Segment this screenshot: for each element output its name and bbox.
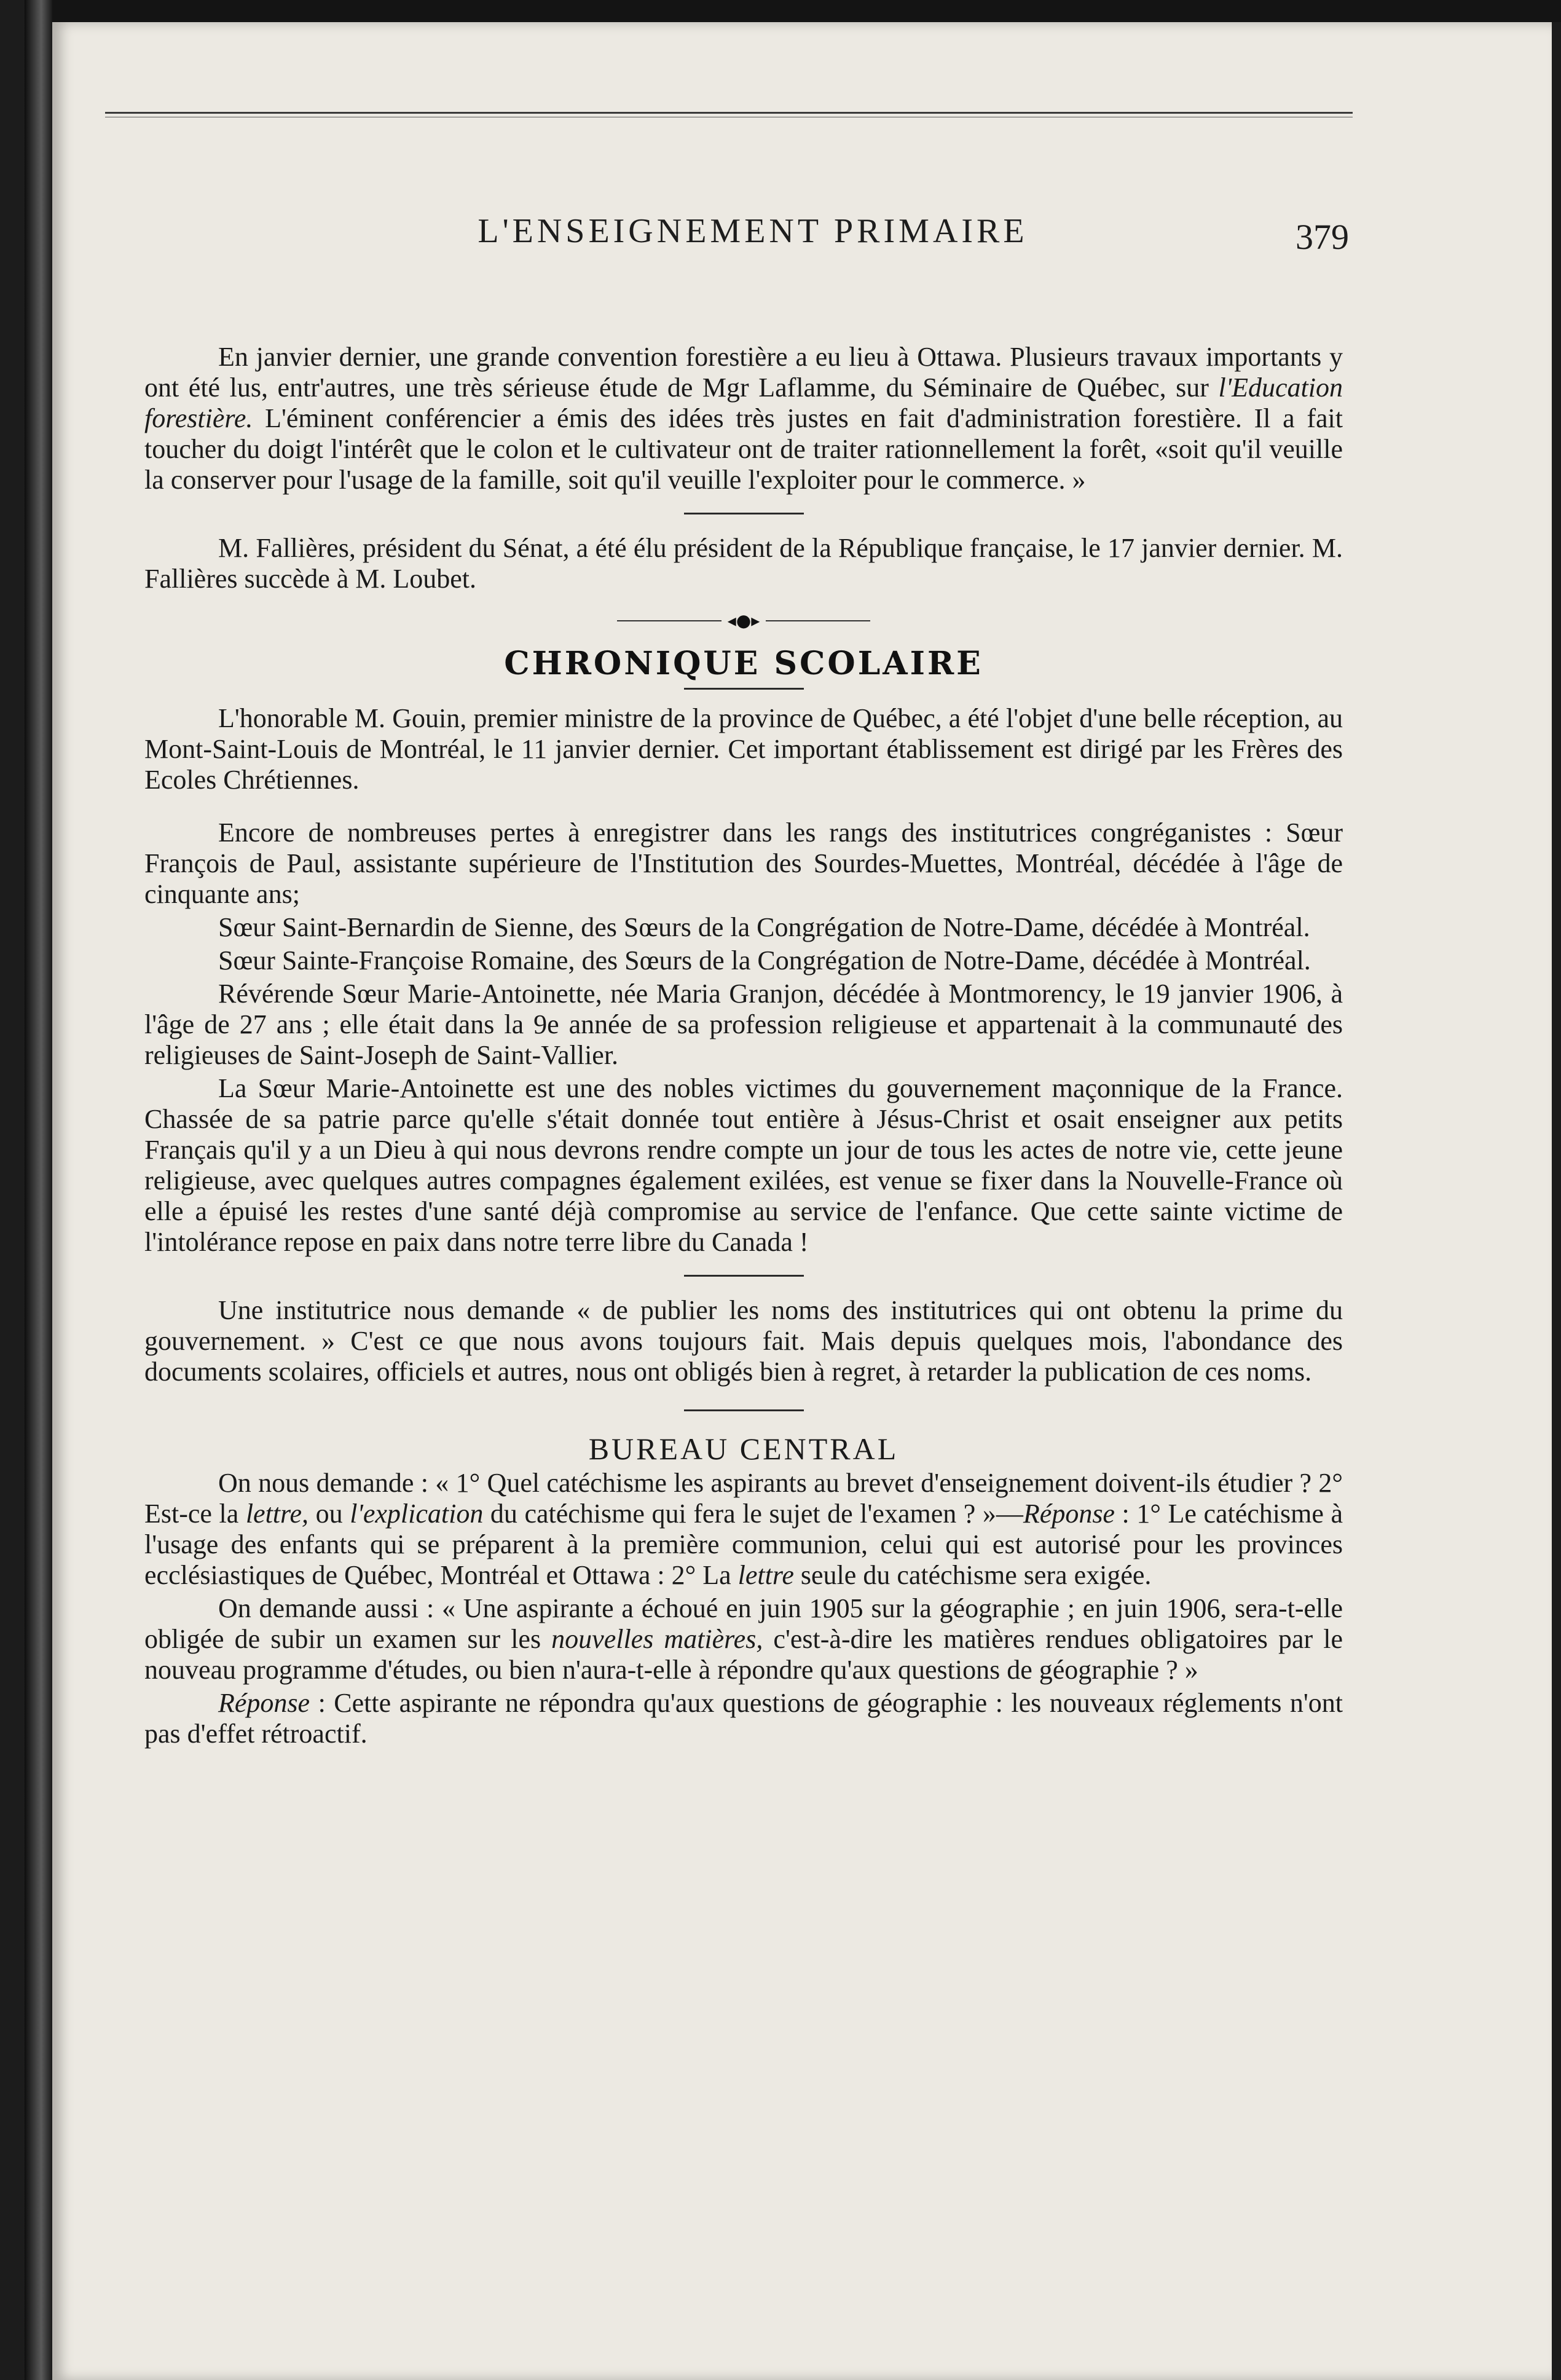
intro-paragraph-forestry	[144, 342, 1343, 495]
intro-paragraph-fallieres: M. Fallières, président du Sénat, a été élu président de la République française, le 17 janvier dernier. M. Fallières succède à M. Loubet.	[144, 533, 1343, 594]
text-run: seule du catéchisme sera exigée.	[793, 1560, 1152, 1590]
bureau-paragraph	[144, 1468, 1343, 1591]
italic-word: Réponse	[1023, 1499, 1115, 1529]
text-run: ou	[309, 1499, 350, 1529]
text-run: L'éminent conférencier a émis des idées très justes en fait d'administration forestière. Il a fait toucher du doigt l'intérêt que le colon et le cultivateur ont de traiter rationnellement la forêt, «soit qu'il veuille la conserver pour l'usage de la famille, soit qu'il veuille l'exploiter pour le commerce. »	[144, 403, 1343, 495]
page-content	[144, 342, 1343, 1760]
italic-word: lettre,	[245, 1499, 309, 1529]
italic-word: lettre	[737, 1560, 794, 1590]
section-ornament	[144, 605, 1343, 636]
ornament-line-left	[617, 620, 722, 621]
text-run: c'est-à-dire les matières rendues obligatoires par le nouveau programme d'études, ou bien n'aura-t-elle à répondre qu'aux questions de géographie ? »	[144, 1624, 1343, 1685]
bureau-paragraph	[144, 1688, 1343, 1749]
page-number: 379	[1296, 217, 1349, 257]
text-run: du catéchisme qui fera le sujet de l'examen ? »—	[483, 1499, 1023, 1529]
chronique-paragraph: Une institutrice nous demande « de publier les noms des institutrices qui ont obtenu la prime du gouvernement. » C'est ce que nous avons toujours fait. Mais depuis quelques mois, l'abondance des documents scolaires, officiels et autres, nous ont obligés bien à regret, à retarder la publication de ces noms.	[144, 1295, 1343, 1387]
text-run: : 1° Le catéchisme à l'usage des enfants qui se préparent à la première communion, celui qui est autorisé pour les provinces ecclésiastiques de Québec, Montréal et Ottawa : 2° La	[144, 1499, 1343, 1590]
scan-top-edge	[52, 0, 1561, 22]
italic-title: l'Education forestière.	[144, 372, 1343, 433]
chronique-paragraph: L'honorable M. Gouin, premier ministre de la province de Québec, a été l'objet d'une belle réception, au Mont-Saint-Louis de Montréal, le 11 janvier dernier. Cet important établissement est dirigé par les Frères des Ecoles Chrétiennes.	[144, 703, 1343, 795]
text-run: On nous demande : « 1° Quel catéchisme les aspirants au brevet d'enseignement doivent-ils étudier ? 2° Est-ce la	[144, 1468, 1343, 1529]
bureau-paragraph	[144, 1593, 1343, 1685]
separator-rule	[684, 688, 804, 690]
separator-rule	[684, 513, 804, 514]
section-title-bureau: BUREAU CENTRAL	[588, 1432, 899, 1466]
page-header	[52, 207, 1552, 262]
text-run: : Cette aspirante ne répondra qu'aux questions de géographie : les nouveaux réglements n'ont pas d'effet rétroactif.	[144, 1688, 1343, 1749]
italic-word: Réponse	[218, 1688, 310, 1718]
text-run: On demande aussi : « Une aspirante a échoué en juin 1905 sur la géographie ; en juin 1906, sera-t-elle obligée de subir un examen sur les	[144, 1593, 1343, 1654]
text-run: En janvier dernier, une grande convention forestière a eu lieu à Ottawa. Plusieurs travaux importants y ont été lus, entr'autres, une très sérieuse étude de Mgr Laflamme, du Séminaire de Québec, sur	[144, 342, 1343, 403]
header-rule	[105, 112, 1353, 114]
ornament-glyph-icon: ◂●▸	[727, 610, 760, 631]
section-title-chronique: CHRONIQUE SCOLAIRE	[504, 645, 983, 682]
italic-word: nouvelles matières,	[551, 1624, 763, 1654]
chronique-paragraph: La Sœur Marie-Antoinette est une des nobles victimes du gouvernement maçonnique de la France. Chassée de sa patrie parce qu'elle s'était donnée tout entière à Jésus-Christ et osait enseigner aux petits Français qu'il y a un Dieu à qui nous devrons rendre compte un jour de tous les actes de notre vie, cette jeune religieuse, avec quelques autres compagnes également exilées, est venue se fixer dans la Nouvelle-France où elle a épuisé les restes d'une santé déjà compromise au service de l'enfance. Que cette sainte victime de l'intolérance repose en paix dans notre terre libre du Canada !	[144, 1073, 1343, 1257]
page-sheet	[52, 22, 1552, 2380]
running-title: L'ENSEIGNEMENT PRIMAIRE	[478, 212, 1028, 250]
italic-word: l'explication	[350, 1499, 484, 1529]
separator-rule	[684, 1409, 804, 1411]
chronique-paragraph: Encore de nombreuses pertes à enregistrer dans les rangs des institutrices congréganistes : Sœur François de Paul, assistante supérieure de l'Institution des Sourdes-Muettes, Montréal, décédée à l'âge de cinquante ans;	[144, 818, 1343, 909]
separator-rule	[684, 1275, 804, 1277]
book-spine	[25, 0, 52, 2380]
chronique-paragraph: Révérende Sœur Marie-Antoinette, née Maria Granjon, décédée à Montmorency, le 19 janvier 1906, à l'âge de 27 ans ; elle était dans la 9e année de sa profession religieuse et appartenait à la communauté des religieuses de Saint-Joseph de Saint-Vallier.	[144, 979, 1343, 1070]
ornament-line-right	[766, 620, 870, 621]
chronique-paragraph: Sœur Saint-Bernardin de Sienne, des Sœurs de la Congrégation de Notre-Dame, décédée à Montréal.	[218, 912, 1310, 942]
chronique-paragraph: Sœur Sainte-Françoise Romaine, des Sœurs de la Congrégation de Notre-Dame, décédée à Montréal.	[218, 945, 1311, 975]
